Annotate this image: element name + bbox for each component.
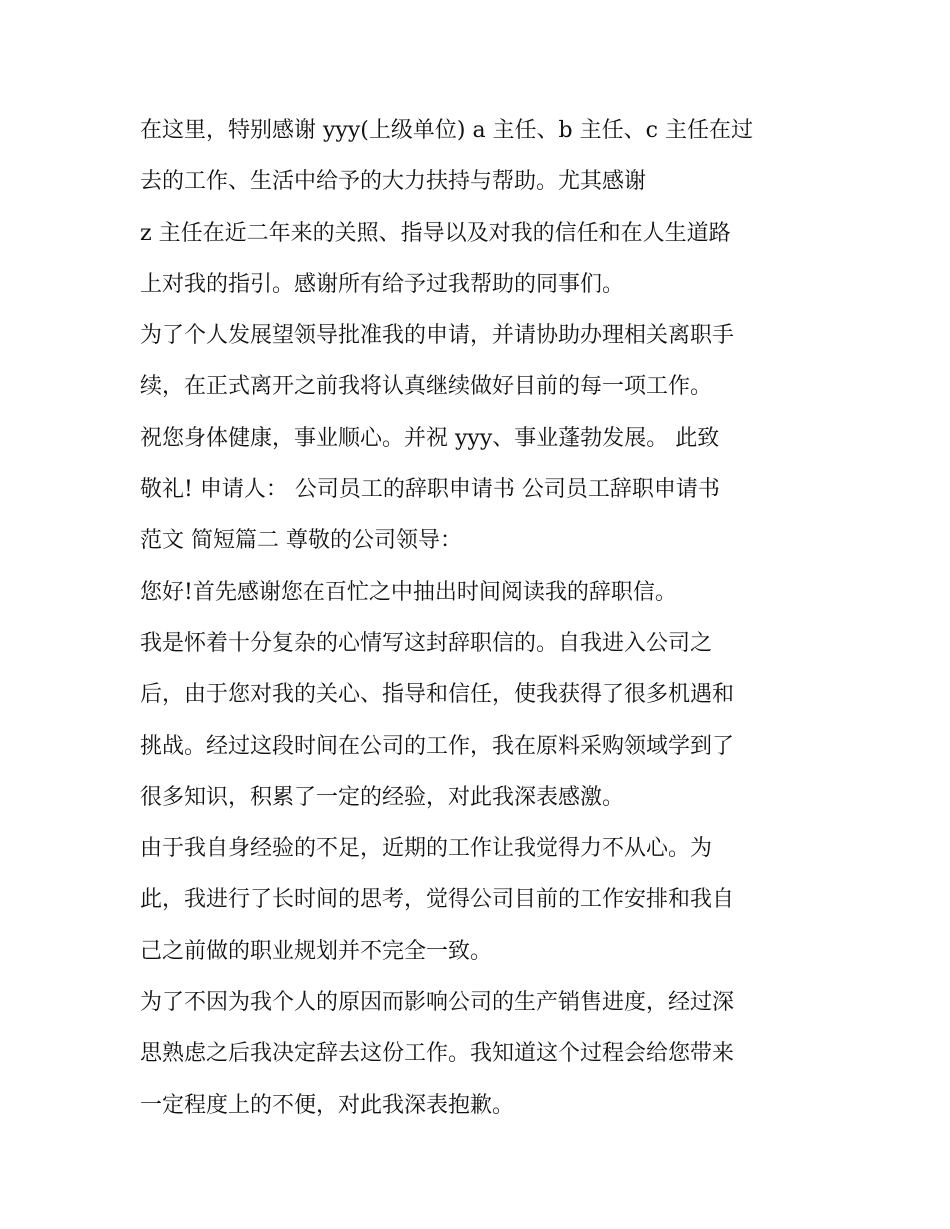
text-line: 后，由于您对我的关心、指导和信任，使我获得了很多机遇和 [140,682,735,708]
text-line: 思熟虑之后我决定辞去这份工作。我知道这个过程会给您带来 [140,1041,735,1067]
text-line: 为了不因为我个人的原因而影响公司的生产销售进度，经过深 [140,990,735,1016]
text-line: 上对我的指引。感谢所有给予过我帮助的同事们。 [140,271,625,297]
text-line: 由于我自身经验的不足，近期的工作让我觉得力不从心。为 [140,836,713,862]
text-line: 续，在正式离开之前我将认真继续做好目前的每一项工作。 [140,374,713,400]
text-line: 在这里，特别感谢 yyy(上级单位) a 主任、b 主任、c 主任在过 [140,118,753,143]
document-body [140,105,820,1131]
text-line: 很多知识，积累了一定的经验，对此我深表感激。 [140,784,625,810]
text-line: 去的工作、生活中给予的大力扶持与帮助。尤其感谢 [140,169,647,195]
text-line: 挑战。经过这段时间在公司的工作，我在原料采购领域学到了 [140,733,735,759]
text-line: 此，我进行了长时间的思考，觉得公司目前的工作安排和我自 [140,887,735,913]
text-line: 您好!首先感谢您在百忙之中抽出时间阅读我的辞职信。 [140,579,677,605]
text-line: z 主任在近二年来的关照、指导以及对我的信任和在人生道路 [140,220,731,246]
text-line: 范文 简短篇二 尊敬的公司领导： [140,528,462,554]
text-line: 我是怀着十分复杂的心情写这封辞职信的。自我进入公司之 [140,630,713,656]
text-line: 己之前做的职业规划并不完全一致。 [140,938,493,964]
text-line: 祝您身体健康，事业顺心。并祝 yyy、事业蓬勃发展。 此致 [140,425,720,451]
text-line: 敬礼! 申请人： 公司员工的辞职申请书 公司员工辞职申请书 [140,477,720,503]
text-line: 为了个人发展望领导批准我的申请，并请协助办理相关离职手 [140,323,735,349]
text-line: 一定程度上的不便，对此我深表抱歉。 [140,1092,515,1118]
